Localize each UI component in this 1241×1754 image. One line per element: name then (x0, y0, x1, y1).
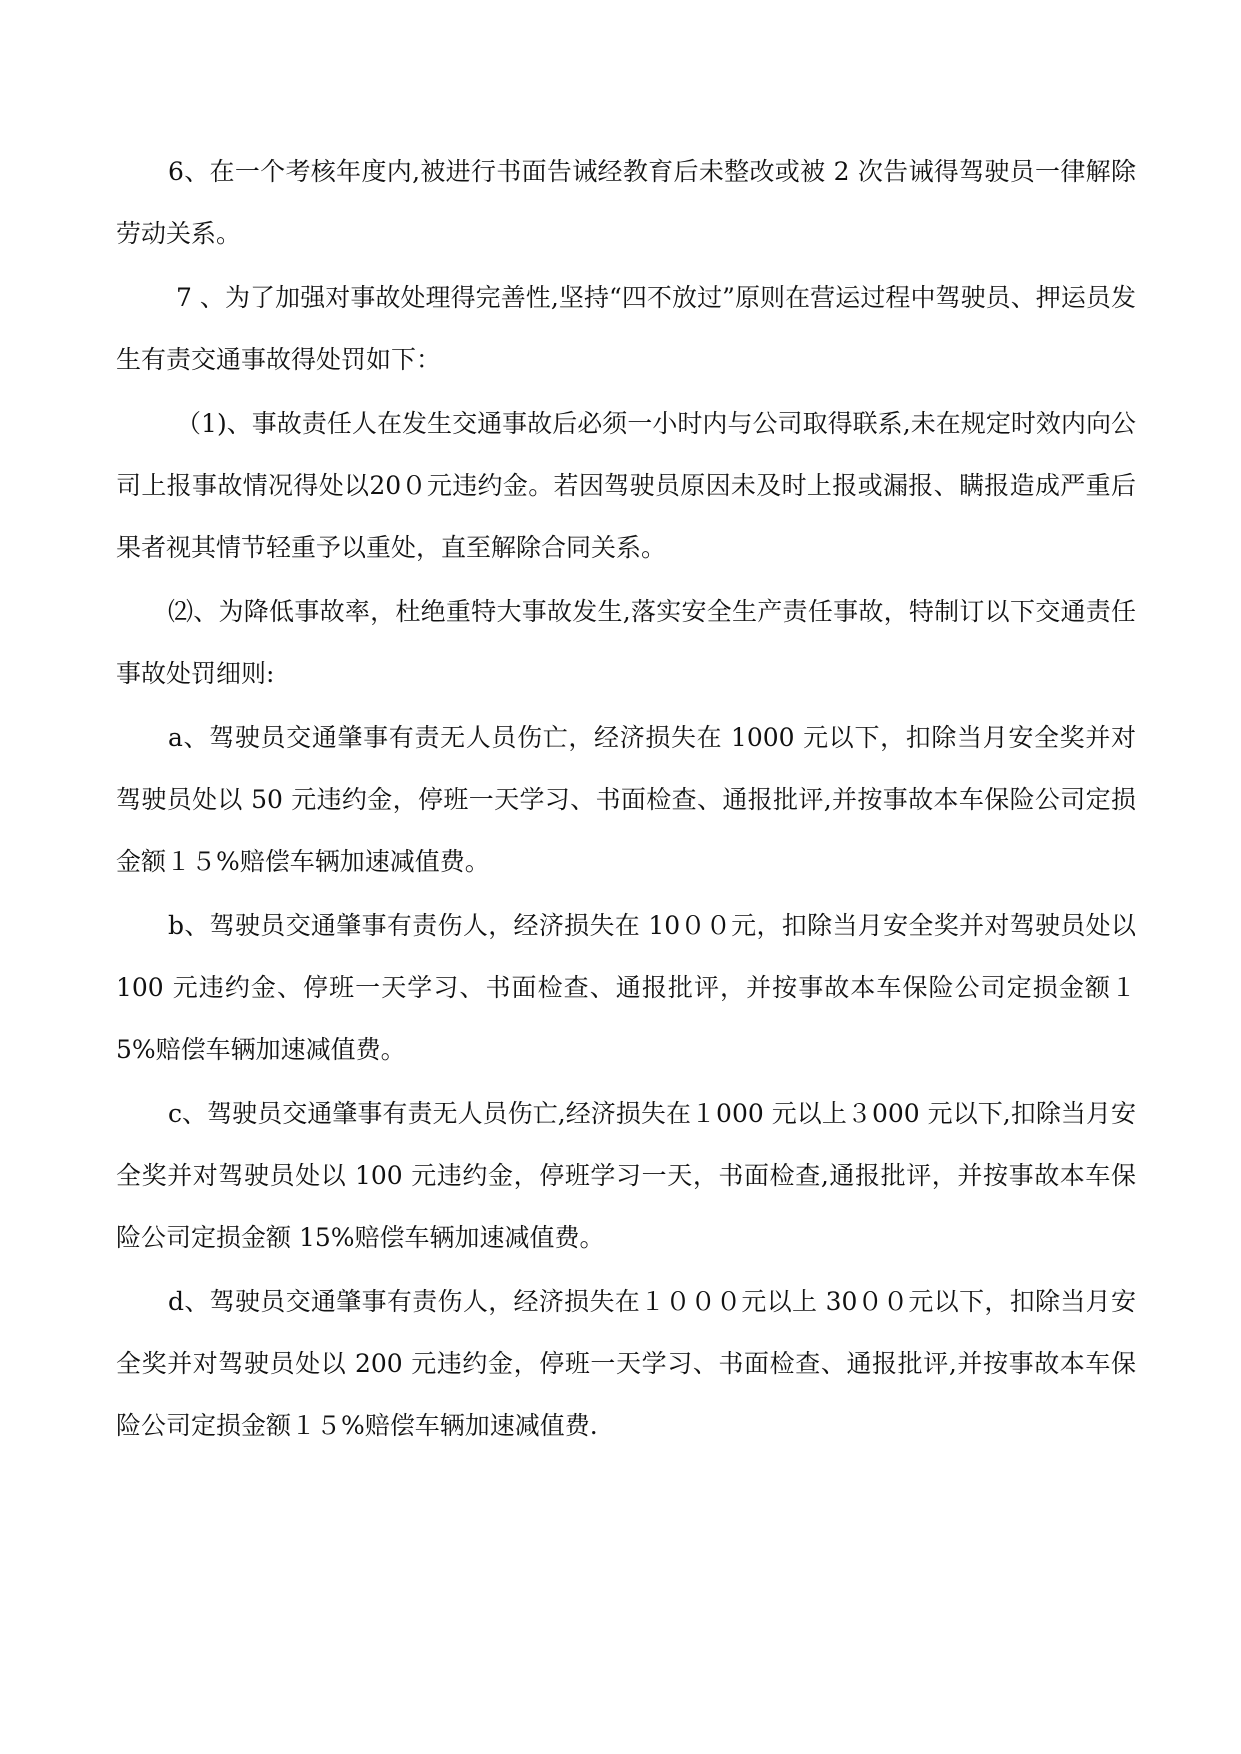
paragraph-item-7-1: （1)、事故责任人在发生交通事故后必须一小时内与公司取得联系,未在规定时效内向公司上报事故情况得处以20０元违约金。若因驾驶员原因未及时上报或漏报、瞒报造成严重后果者视其情节轻重予以重处，直至解除合同关系。 (116, 409, 1136, 562)
paragraph-item-d: d、驾驶员交通肇事有责伤人，经济损失在１０００元以上 30００元以下，扣除当月安全奖并对驾驶员处以 200 元违约金，停班一天学习、书面检查、通报批评,并按事故本车保险公司定损金额１５%赔偿车辆加速减值费. (116, 1287, 1136, 1440)
paragraph-item-c: c、驾驶员交通肇事有责无人员伤亡,经济损失在１000 元以上３000 元以下,扣除当月安全奖并对驾驶员处以 100 元违约金，停班学习一天，书面检查,通报批评，并按事故本车保险公司定损金额 15%赔偿车辆加速减值费。 (116, 1099, 1136, 1252)
paragraph-item-7-2: ⑵、为降低事故率，杜绝重特大事故发生,落实安全生产责任事故，特制订以下交通责任事故处罚细则: (116, 597, 1136, 688)
paragraph-item-7: 7 、为了加强对事故处理得完善性,坚持“四不放过”原则在营运过程中驾驶员、押运员发生有责交通事故得处罚如下： (116, 283, 1136, 374)
paragraph-item-a: a、驾驶员交通肇事有责无人员伤亡，经济损失在 1000 元以下，扣除当月安全奖并对驾驶员处以 50 元违约金，停班一天学习、书面检查、通报批评,并按事故本车保险公司定损金额１５%赔偿车辆加速减值费。 (116, 723, 1136, 876)
paragraph-item-b: b、驾驶员交通肇事有责伤人，经济损失在 10００元，扣除当月安全奖并对驾驶员处以 100 元违约金、停班一天学习、书面检查、通报批评，并按事故本车保险公司定损金额１5%赔偿车辆加速减值费。 (116, 911, 1136, 1064)
document-body (116, 141, 1136, 1459)
paragraph-item-6: 6、在一个考核年度内,被进行书面告诫经教育后未整改或被 2 次告诫得驾驶员一律解除劳动关系。 (116, 157, 1136, 248)
